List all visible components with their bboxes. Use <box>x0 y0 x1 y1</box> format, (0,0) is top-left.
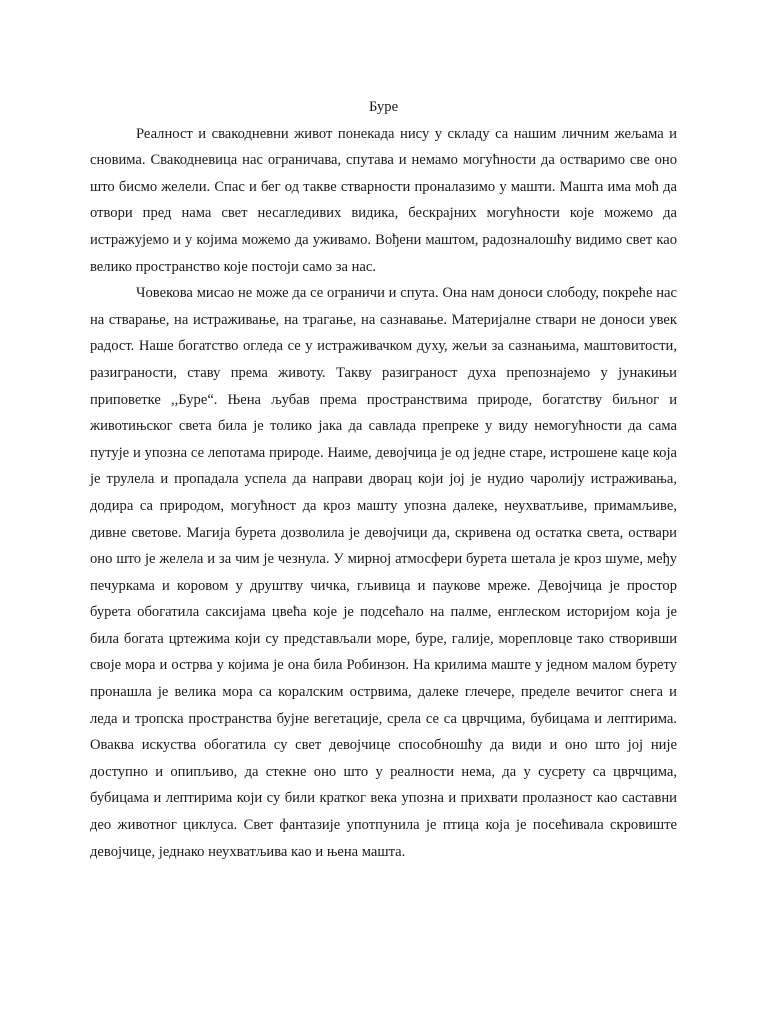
paragraph-1: Реалност и свакодневни живот понекада нису у складу са нашим личним жељама и сновима. Свакодневица нас ограничава, спутава и немамо могућности да остваримо све оно што бисмо желели. Спас и бег од такве стварности проналазимо у машти. Машта има моћ да отвори пред нама свет несагледивих видика, бескрајних могућности које можемо да истражујемо и у којима можемо да уживамо. Вођени маштом, радозналошћу видимо свет као велико пространство које постоји само за нас. <box>90 125 677 275</box>
document-title: Буре <box>368 99 399 115</box>
document-body <box>90 94 677 865</box>
paragraph-2: Човекова мисао не може да се ограничи и спута. Она нам доноси слободу, покреће нас на стварање, на истраживање, на трагање, на сазнавање. Материјалне ствари не доноси увек радост. Наше богатство огледа се у истраживачком духу, жељи за сазнањима, маштовитости, разиграности, ставу према животу. Такву разиграност духа препознајемо у јунакињи приповетке ,,Буре“. Њена љубав према пространствима природе, богатству биљног и животињског света била је толико јака да савлада препреке у виду немогућности да сама путује и упозна се лепотама природе. Наиме, девојчица је од једне старе, истрошене каце која је трулела и пропадала успела да направи дворац који јој је нудио чаролију истраживања, додира са природом, могућност да кроз машту упозна далеке, неухватљиве, примамљиве, дивне светове. Магија бурета дозволила је девојчици да, скривена од остатка света, оствари оно што је желела и за чим је чезнула. У мирној атмосфери бурета шетала је кроз шуме, међу печуркама и коровом у друштву чичка, гљивица и паукове мреже. Девојчица је простор бурета обогатила саксијама цвећа које је подсећало на палме, енглеском историјом која је била богата цртежима који су представљали море, буре, галије, морепловце тако створивши своје мора и острва у којима је она била Робинзон. На крилима маште у једном малом бурету пронашла је велика мора са коралским острвима, далеке глечере, пределе вечитог снега и леда и тропска пространства бујне вегетације, срела се са цврчцима, бубицама и лептирима. Оваква искуства обогатила су свет девојчице способношћу да види и оно што јој није доступно и опипљиво, да стекне оно што у реалности нема, да у сусрету са цврчцима, бубицама и лептирима који су били кратког века упозна и прихвати пролазност као саставни део животног циклуса. Свет фантазије употпунила је птица која је посећивала скровиште девојчице, једнако неухватљива као и њена машта. <box>90 285 677 860</box>
